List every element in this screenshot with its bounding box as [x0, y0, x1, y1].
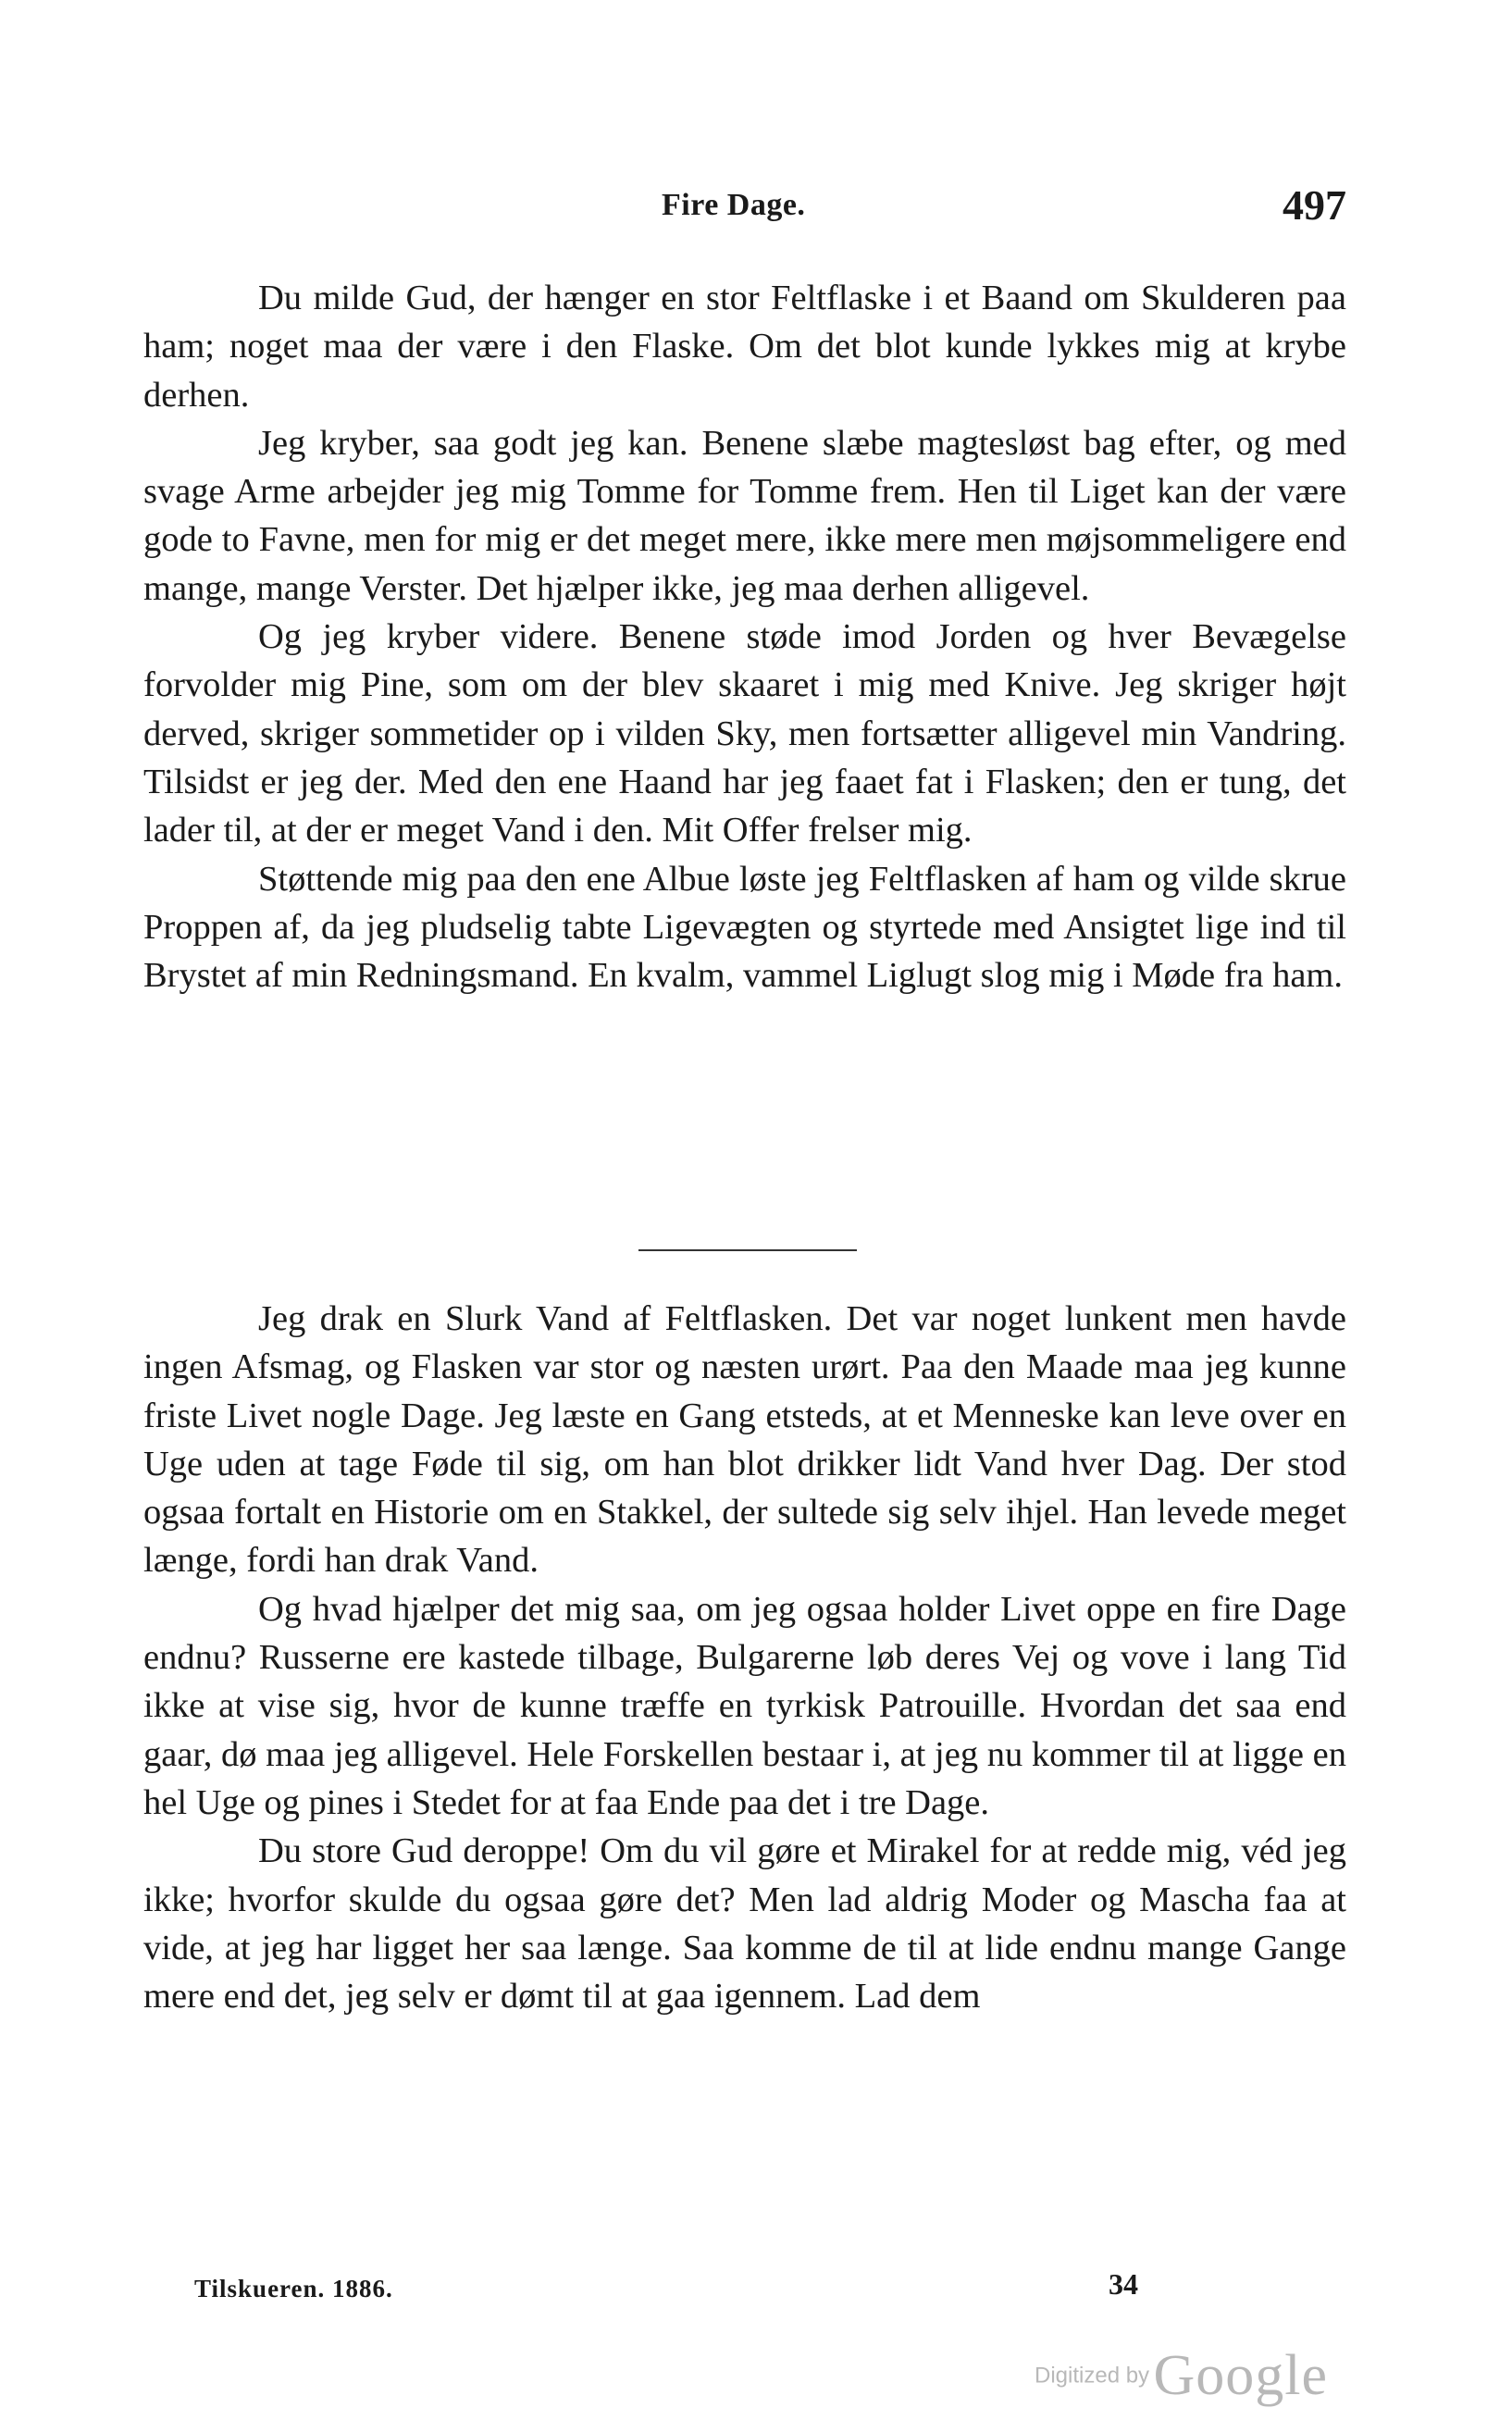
text-section-1	[143, 274, 1346, 999]
running-title: Fire Dage.	[662, 188, 806, 222]
paragraph: Jeg kryber, saa godt jeg kan. Benene slæbe magtesløst bag efter, og med svage Arme arbejder jeg mig Tomme for Tomme frem. Hen til Liget kan der være gode to Favne, men for mig er det meget mere, ikke mere men møjsommeligere end mange, mange Verster. Det hjælper ikke, jeg maa derhen alligevel.	[143, 423, 1346, 608]
running-head	[143, 180, 1346, 236]
google-logo: Google	[1153, 2344, 1329, 2407]
digitized-watermark	[1035, 2343, 1328, 2409]
paragraph: Og jeg kryber videre. Benene støde imod Jorden og hver Bevægelse forvolder mig Pine, som om der blev skaaret i mig med Knive. Jeg skriger højt derved, skriger sommetider op i vilden Sky, men fortsætter alligevel min Vandring. Tilsidst er jeg der. Med den ene Haand har jeg faaet fat i Flasken; den er tung, det lader til, at der er meget Vand i den. Mit Offer frelser mig.	[143, 617, 1346, 850]
sheet-number: 34	[1109, 2267, 1138, 2301]
paragraph: Og hvad hjælper det mig saa, om jeg ogsaa holder Livet oppe en fire Dage endnu? Russerne ere kastede tilbage, Bulgarerne løb deres Vej og vove i lang Tid ikke at vise sig, hvor de kunne træffe en tyrkisk Patrouille. Hvordan det saa end gaar, dø maa jeg alligevel. Hele Forskellen bestaar i, at jeg nu kommer til at ligge en hel Uge og pines i Stedet for at faa Ende paa det i tre Dage.	[143, 1589, 1346, 1822]
section-divider	[638, 1249, 857, 1251]
footer-signature: Tilskueren. 1886.	[194, 2275, 393, 2302]
page-number: 497	[1283, 181, 1346, 229]
text-section-2	[143, 1295, 1346, 2020]
paragraph: Støttende mig paa den ene Albue løste jeg Feltflasken af ham og vilde skrue Proppen af, da jeg pludselig tabte Ligevægten og styrtede med Ansigtet lige ind til Brystet af min Redningsmand. En kvalm, vammel Liglugt slog mig i Møde fra ham.	[143, 859, 1346, 996]
paragraph: Du store Gud deroppe! Om du vil gøre et Mirakel for at redde mig, véd jeg ikke; hvorfor skulde du ogsaa gøre det? Men lad aldrig Moder og Mascha faa at vide, at jeg har ligget her saa længe. Saa komme de til at lide endnu mange Gange mere end det, jeg selv er dømt til at gaa igennem. Lad dem	[143, 1831, 1346, 2017]
paragraph: Du milde Gud, der hænger en stor Feltflaske i et Baand om Skulderen paa ham; noget maa der være i den Flaske. Om det blot kunde lykkes mig at krybe derhen.	[143, 279, 1346, 415]
paragraph: Jeg drak en Slurk Vand af Feltflasken. Det var noget lunkent men havde ingen Afsmag, og Flasken var stor og næsten urørt. Paa den Maade maa jeg kunne friste Livet nogle Dage. Jeg læste en Gang etsteds, at et Menneske kan leve over en Uge uden at tage Føde til sig, om han blot drikker lidt Vand hver Dag. Der stod ogsaa fortalt en Historie om en Stakkel, der sultede sig selv ihjel. Han levede meget længe, fordi han drak Vand.	[143, 1299, 1346, 1581]
watermark-prefix: Digitized by	[1035, 2363, 1150, 2389]
